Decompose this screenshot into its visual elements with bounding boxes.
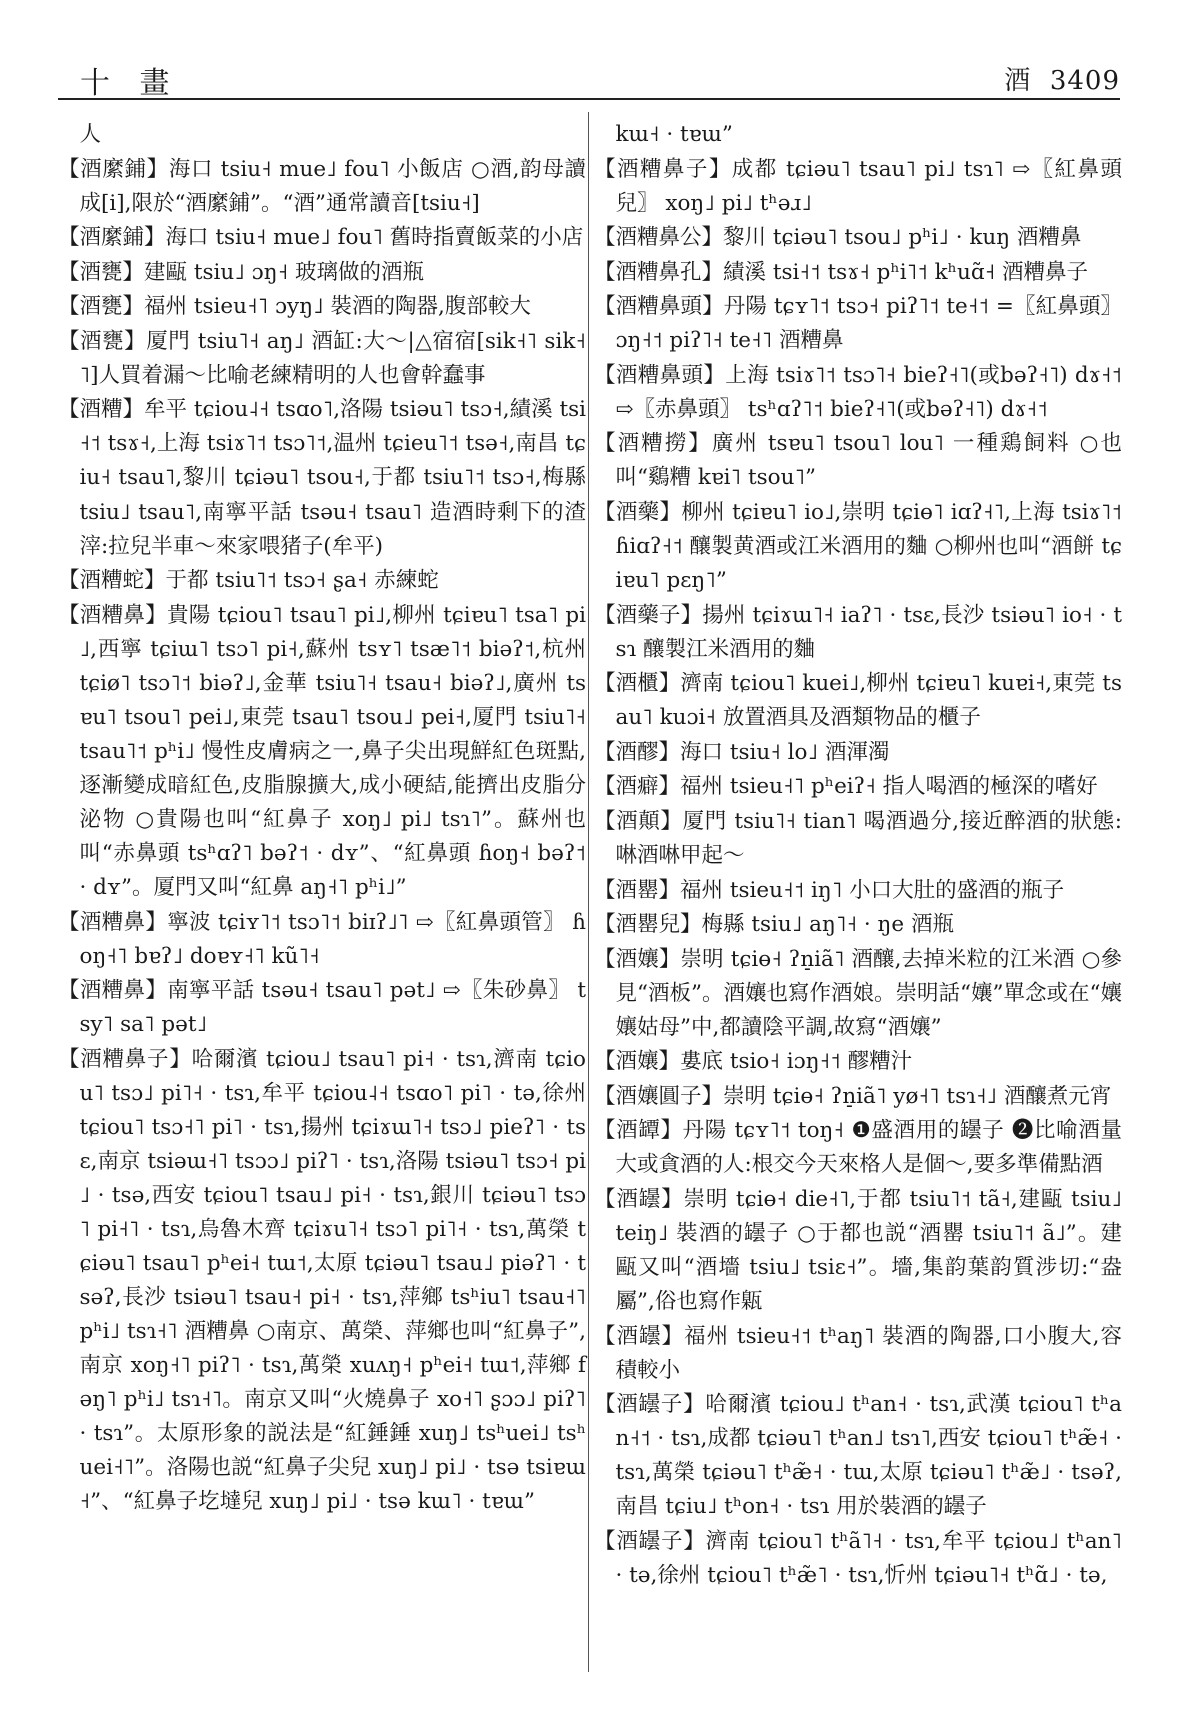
entry-headword: 【酒糟蛇】 [58, 568, 166, 594]
entry-definition: 崇明 tɕiɵ˧ ʔn̠iã˥ 酒釀,去掉米粒的江米酒 ○參見“酒板”。酒孃也寫作酒娘。崇明話“孃”單念或在“孃孃姑母”中,都讀陰平調,故寫“酒孃” [615, 946, 1122, 1040]
entry-definition: 哈爾濱 tɕiou˩ tʰan˧ · tsɿ,武漢 tɕiou˥ tʰan˧˦ · tsɿ,成都 tɕiəu˥ tʰan˩ tsɿ˥,西安 tɕiou˥ tʰæ̃˧ · tsɿ,萬榮 tɕiəu˥ tʰæ̃˧ · tɯ,太原 tɕiəu˥ tʰæ̃˩ · tsəʔ,南昌 tɕiu˩ tʰon˧ · tsɿ 用於裝酒的罎子 [615, 1392, 1122, 1520]
dictionary-entry [58, 1043, 586, 1520]
dictionary-entry [58, 599, 586, 905]
entry-definition: 南寧平話 tsəu˧ tsau˥ pət˩ ⇨〖朱砂鼻〗 tsy˥ sa˥ pət˩ [79, 978, 586, 1038]
dictionary-entry [594, 1183, 1122, 1319]
entry-definition: 崇明 tɕiɵ˧ ʔn̠iã˥ yø˧˥ tsɿ˧˩ 酒釀煮元宵 [723, 1083, 1112, 1109]
entry-definition: 丹陽 tɕʏ˥˦ tsɔ˧ piʔ˥˦ te˧˦ =〖紅鼻頭〗 ɔŋ˧˦ piʔ˥˧ te˧˥ 酒糟鼻 [615, 294, 1122, 354]
dictionary-entry [58, 290, 586, 324]
entry-definition: 福州 tsieu˧˦ iŋ˥ 小口大肚的盛酒的瓶子 [680, 877, 1065, 903]
entry-definition: 貴陽 tɕiou˥ tsau˥ pi˩,柳州 tɕiɐu˥ tsa˥ pi˩,西寧 tɕiɯ˥ tsɔ˥ pi˧,蘇州 tsʏ˥ tsæ˥˦ biəʔ˦,杭州 tɕiø˥ tsɔ˥˦ biəʔ˩,金華 tsiu˥˧ tsau˧ biəʔ˩,廣州 tsɐu˥ tsou˥ pei˩,東莞 tsau˥ tsou˩ pei˧,厦門 tsiu˥˧ tsau˥˦ pʰi˩ 慢性皮膚病之一,鼻子尖出現鮮紅色斑點,逐漸變成暗紅色,皮脂腺擴大,成小硬結,能擠出皮脂分泌物 ○貴陽也叫“紅鼻子 xoŋ˩ pi˩ tsɿ˥”。蘇州也叫“赤鼻頭 tsʰɑʔ˥ bəʔ˦ · dʏ”、“紅鼻頭 ɦoŋ˧ bəʔ˦ · dʏ”。厦門又叫“紅鼻 aŋ˧˥ pʰi˩” [79, 602, 586, 901]
entry-definition: 厦門 tsiu˥˧ tian˥ 喝酒過分,接近醉酒的狀態:啉酒啉甲起～ [615, 808, 1122, 868]
entry-definition: 梅縣 tsiu˩ aŋ˥˧ · ŋe 酒瓶 [701, 912, 954, 938]
entry-headword: 【酒甕】 [58, 294, 145, 320]
dictionary-entry [58, 393, 586, 563]
entry-definition: 寧波 tɕiʏ˥˦ tsɔ˥˦ biɪʔ˩˥ ⇨〖紅鼻頭管〗 ɦoŋ˧˥ bɐʔ˩ doɐʏ˧˥ kũ˥˧ [79, 909, 586, 969]
entry-headword: 【酒罎子】 [594, 1392, 706, 1418]
right-column [594, 118, 1122, 1594]
dictionary-entry [594, 427, 1122, 495]
entry-definition: 福州 tsieu˧˥ ɔyŋ˩ 裝酒的陶器,腹部較大 [144, 294, 531, 320]
dictionary-entry [58, 153, 586, 221]
entry-definition: 牟平 tɕiou˨˧ tsɑo˥,洛陽 tsiəu˥ tsɔ˧,績溪 tsi˧˦ tsɤ˧,上海 tsiɤ˥˦ tsɔ˥˦,温州 tɕieu˥˦ tsə˧,南昌 tɕiu˧ tsau˥,黎川 tɕiəu˥ tsou˧,于都 tsiu˥˦ tsɔ˧,梅縣 tsiu˩ tsau˥,南寧平話 tsəu˧ tsau˥ 造酒時剩下的渣滓:拉兒半車～來家喂猪子(牟平) [79, 397, 586, 559]
entry-headword: 【酒罎子】 [594, 1528, 706, 1554]
dictionary-entry [594, 805, 1122, 873]
dictionary-entry [594, 1320, 1122, 1388]
entry-definition: 黎川 tɕiəu˥ tsou˩ pʰi˩ · kuŋ 酒糟鼻 [723, 225, 1082, 251]
dictionary-entry [594, 118, 1122, 152]
dictionary-entry [594, 1045, 1122, 1079]
entry-definition: 揚州 tɕiɤɯ˥˧ iaʔ˥ · tsɛ,長沙 tsiəu˥ io˧ · tsɿ 釀製江米酒用的麯 [615, 602, 1122, 662]
dictionary-entry [594, 290, 1122, 358]
entry-headword: 【酒糟鼻】 [58, 602, 168, 628]
entry-definition: 丹陽 tɕʏ˥˦ toŋ˧ ❶盛酒用的罎子 ❷比喻酒量大或貪酒的人:根交今天來格人是個～,要多準備點酒 [615, 1118, 1122, 1178]
entry-headword: 【酒罌兒】 [594, 912, 702, 938]
entry-definition: 廣州 tsɐu˥ tsou˥ lou˥ 一種鶏飼料 ○也叫“鷄糟 kɐi˥ tsou˥” [615, 431, 1122, 491]
dictionary-entry [594, 770, 1122, 804]
entry-headword: 【酒糟鼻頭】 [594, 362, 726, 388]
entry-headword: 【酒縻鋪】 [58, 156, 169, 182]
page-number: 3409 [1049, 66, 1120, 96]
dictionary-entry [594, 736, 1122, 770]
dictionary-entry [58, 221, 586, 255]
entry-headword: 【酒糟鼻孔】 [594, 259, 724, 285]
dictionary-entry [594, 1080, 1122, 1114]
section-label: 十 畫 [80, 66, 180, 101]
entry-headword: 【酒罈】 [594, 1118, 683, 1144]
entry-headword: 【酒藥】 [594, 500, 682, 526]
dictionary-entry [594, 153, 1122, 221]
headword-char: 酒 [1004, 66, 1032, 96]
entry-definition: 績溪 tsi˧˦ tsɤ˧ pʰi˥˦ kʰuɑ̃˧ 酒糟鼻子 [723, 259, 1089, 285]
dictionary-entry [58, 256, 586, 290]
entry-definition: 于都 tsiu˥˦ tsɔ˧ ʂa˧ 赤練蛇 [165, 568, 439, 594]
entry-headword: 【酒縻鋪】 [58, 225, 166, 251]
entry-definition: 福州 tsieu˧˦ tʰaŋ˥ 裝酒的陶器,口小腹大,容積較小 [615, 1323, 1122, 1383]
dictionary-entry [594, 221, 1122, 255]
dictionary-entry [594, 1388, 1122, 1524]
entry-headword: 【酒孃】 [594, 946, 681, 972]
column-divider [588, 112, 589, 1672]
entry-definition: 上海 tsiɤ˥˦ tsɔ˥˧ bieʔ˧˥(或bəʔ˧˥) dɤ˧˦ ⇨〖赤鼻頭〗 tsʰɑʔ˥˦ bieʔ˧˥(或bəʔ˧˥) dɤ˧˦ [615, 362, 1122, 422]
entry-headword: 【酒罌】 [594, 877, 681, 903]
dictionary-entry [58, 906, 586, 974]
entry-headword: 【酒糟鼻】 [58, 909, 168, 935]
dictionary-entry [58, 325, 586, 393]
page-header [80, 52, 1120, 104]
entry-headword: 【酒櫃】 [594, 671, 681, 697]
dictionary-entry [594, 599, 1122, 667]
entry-headword: 【酒顛】 [594, 808, 683, 834]
entry-definition: 福州 tsieu˧˥ pʰeiʔ˧ 指人喝酒的極深的嗜好 [680, 774, 1098, 800]
entry-headword: 【酒糟撈】 [594, 431, 712, 457]
entry-definition: 人 [79, 122, 102, 147]
entry-headword: 【酒糟鼻頭】 [594, 294, 724, 320]
entry-headword: 【酒癖】 [594, 774, 681, 800]
entry-headword: 【酒罎】 [594, 1186, 684, 1212]
dictionary-entry [594, 908, 1122, 942]
entry-definition: kɯ˧ · tɐɯ” [615, 122, 733, 147]
entry-headword: 【酒甕】 [58, 259, 145, 285]
dictionary-entry [594, 256, 1122, 290]
entry-definition: 海口 tsiu˧ mue˩ fou˥ 小飯店 ○酒,韵母讀成[i],限於“酒縻鋪”。“酒”通常讀音[tsiu˧] [79, 156, 586, 216]
dictionary-entry [594, 496, 1122, 598]
entry-headword: 【酒醪】 [594, 739, 681, 765]
entry-headword: 【酒糟鼻公】 [594, 225, 724, 251]
entry-definition: 厦門 tsiu˥˧ aŋ˩ 酒缸:大～|△宿宿[sik˧˥ sik˧˥]人買着漏～比喻老練精明的人也會幹蠢事 [79, 328, 586, 388]
dictionary-entry [594, 1525, 1122, 1593]
dictionary-entry [594, 667, 1122, 735]
entry-headword: 【酒甕】 [58, 328, 147, 354]
entry-definition: 海口 tsiu˧ lo˩ 酒渾濁 [680, 739, 890, 765]
dictionary-entry [594, 943, 1122, 1045]
entry-definition: 崇明 tɕiɵ˧ die˧˥,于都 tsiu˥˦ tã˧,建甌 tsiu˩ teiŋ˩ 裝酒的罎子 ○于都也説“酒罌 tsiu˥˦ ã˩”。建甌又叫“酒墻 tsiu˩ tsiɛ˧”。墻,集韵葉韵質涉切:“盎屬”,俗也寫作甈 [615, 1186, 1122, 1315]
entry-headword: 【酒孃圓子】 [594, 1083, 724, 1109]
entry-definition: 濟南 tɕiou˥ kuei˩,柳州 tɕiɐu˥ kuɐi˧,東莞 tsau˥ kuɔi˧ 放置酒具及酒類物品的櫃子 [615, 671, 1122, 731]
running-head [1004, 60, 1120, 97]
entry-definition: 建甌 tsiu˩ ɔŋ˧ 玻璃做的酒瓶 [144, 259, 425, 285]
dictionary-entry [58, 118, 586, 152]
left-column [58, 118, 586, 1520]
entry-definition: 哈爾濱 tɕiou˩ tsau˥ pi˧ · tsɿ,濟南 tɕiou˥ tsɔ˩ pi˥˧ · tsɿ,牟平 tɕiou˨˧ tsɑo˥ pi˥ · tə,徐州 tɕiou˥ tsɔ˧˥ pi˥ · tsɿ,揚州 tɕiɤɯ˥˧ tsɔ˩ pieʔ˥ · tsɛ,南京 tsiəɯ˧˥ tsɔɔ˩ piʔ˥ · tsɿ,洛陽 tsiəu˥ tsɔ˧ pi˩ · tsə,西安 tɕiou˥ tsau˩ pi˧ · tsɿ,銀川 tɕiəu˥ tsɔ˥ pi˧˥ · tsɿ,烏魯木齊 tɕiɤu˥˧ tsɔ˥ pi˥˧ · tsɿ,萬榮 tɕiəu˥ tsau˥ pʰei˧ tɯ˦,太原 tɕiəu˥ tsau˩ piəʔ˥ · tsəʔ,長沙 tsiəu˥ tsau˧ pi˧ · tsɿ,萍鄉 tsʰiu˥ tsau˧˥ pʰi˩ tsɿ˧˥ 酒糟鼻 ○南京、萬榮、萍鄉也叫“紅鼻子”,南京 xoŋ˧˥ piʔ˥ · tsɿ,萬榮 xuʌŋ˧ pʰei˧ tɯ˦,萍鄉 fəŋ˥ pʰi˩ tsɿ˧˥。南京又叫“火燒鼻子 xo˧˥ ʂɔɔ˩ piʔ˥ · tsɿ”。太原形象的説法是“紅錘錘 xuŋ˩ tsʰuei˩ tsʰuei˧˥”。洛陽也説“紅鼻子尖兒 xuŋ˩ pi˩ · tsə tsiɐɯ˧”、“紅鼻子圪墶兒 xuŋ˩ pi˩ · tsə kɯ˥ · tɐɯ” [79, 1046, 586, 1515]
dictionary-entry [594, 874, 1122, 908]
dictionary-entry [58, 564, 586, 598]
entry-headword: 【酒藥子】 [594, 602, 703, 628]
entry-headword: 【酒糟鼻子】 [594, 156, 732, 182]
entry-headword: 【酒糟】 [58, 397, 145, 423]
entry-headword: 【酒糟鼻】 [58, 978, 168, 1004]
entry-definition: 海口 tsiu˧ mue˩ fou˥ 舊時指賣飯菜的小店 [165, 225, 584, 251]
entry-headword: 【酒罎】 [594, 1323, 685, 1349]
entry-definition: 濟南 tɕiou˥ tʰã˥˧ · tsɿ,牟平 tɕiou˩ tʰan˥ · tə,徐州 tɕiou˥ tʰæ̃˥ · tsɿ,忻州 tɕiəu˥˧ tʰɑ̃˩ · tə, [615, 1528, 1122, 1588]
entry-definition: 婁底 tsio˧ iɔŋ˧˦ 醪糟汁 [680, 1049, 913, 1075]
entry-definition: 成都 tɕiəu˥ tsau˥ pi˩ tsɿ˥ ⇨〖紅鼻頭兒〗 xoŋ˩ pi˩ tʰəɹ˩ [615, 156, 1122, 216]
entry-headword: 【酒糟鼻子】 [58, 1046, 192, 1072]
entry-definition: 柳州 tɕiɐu˥ io˩,崇明 tɕiɵ˥ iɑʔ˧˥,上海 tsiɤ˥˦ ɦiɑʔ˧˦ 釀製黄酒或江米酒用的麯 ○柳州也叫“酒餅 tɕiɐu˥ pɛŋ˥” [615, 500, 1122, 594]
entry-headword: 【酒孃】 [594, 1049, 681, 1075]
dictionary-entry [58, 974, 586, 1042]
dictionary-entry [594, 1114, 1122, 1182]
dictionary-entry [594, 359, 1122, 427]
header-rule [58, 98, 1120, 100]
